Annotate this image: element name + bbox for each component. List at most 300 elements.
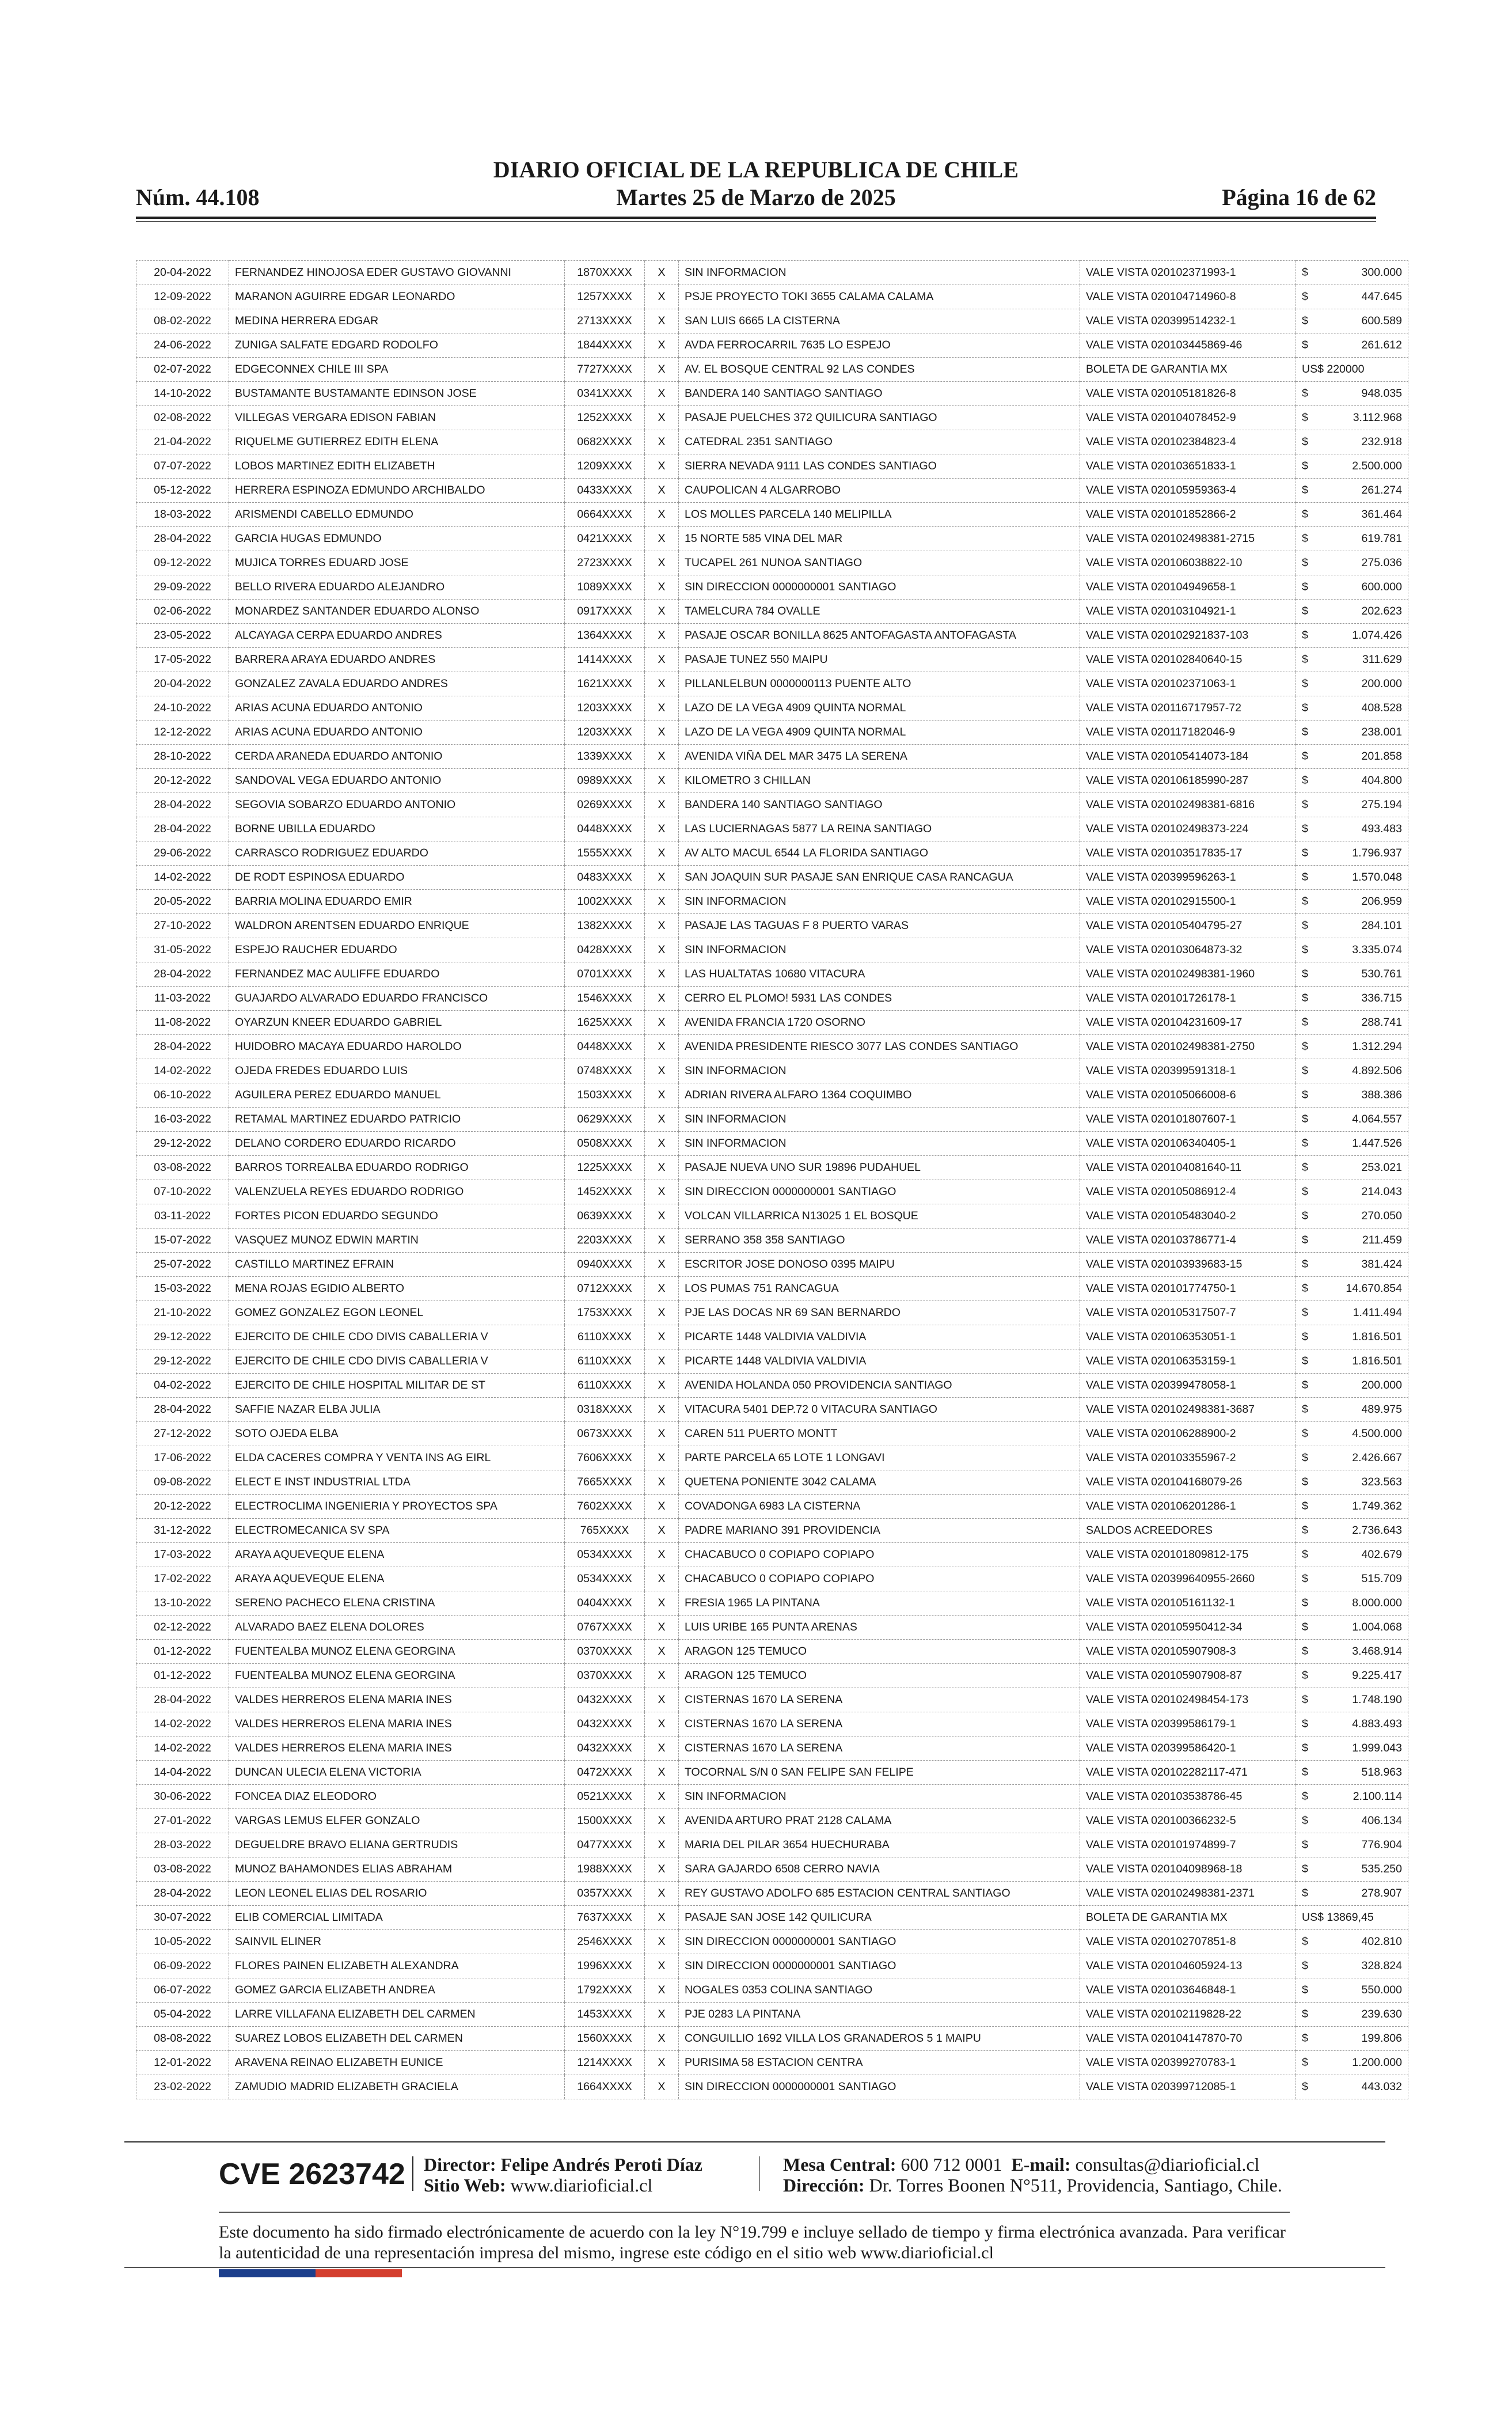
row-rut: 0701XXXX: [565, 962, 645, 987]
row-date: 28-04-2022: [136, 793, 229, 817]
row-instrument: VALE VISTA 020106185990-287: [1080, 769, 1296, 793]
row-name: MUJICA TORRES EDUARD JOSE: [229, 551, 565, 575]
row-instrument: VALE VISTA 020399586179-1: [1080, 1712, 1296, 1736]
row-currency: $: [1302, 2032, 1308, 2045]
row-instrument: VALE VISTA 020104605924-13: [1080, 1954, 1296, 1978]
row-rut: 1364XXXX: [565, 624, 645, 648]
row-value-cell: [1296, 1930, 1408, 1954]
row-instrument: VALE VISTA 020104098968-18: [1080, 1857, 1296, 1882]
row-instrument: VALE VISTA 020399586420-1: [1080, 1736, 1296, 1761]
row-rut: 1625XXXX: [565, 1011, 645, 1035]
row-address: SARA GAJARDO 6508 CERRO NAVIA: [679, 1857, 1080, 1882]
row-mark: X: [645, 1495, 679, 1519]
row-mark: X: [645, 1591, 679, 1616]
row-value-cell: [1296, 1833, 1408, 1857]
row-address: LAZO DE LA VEGA 4909 QUINTA NORMAL: [679, 696, 1080, 721]
row-name: CASTILLO MARTINEZ EFRAIN: [229, 1253, 565, 1277]
row-rut: 0682XXXX: [565, 430, 645, 454]
row-date: 29-12-2022: [136, 1132, 229, 1156]
row-currency: $: [1302, 895, 1308, 908]
table-row: [136, 624, 1408, 648]
table-row: [136, 866, 1408, 890]
table-row: [136, 1495, 1408, 1519]
row-instrument: VALE VISTA 020105161132-1: [1080, 1591, 1296, 1616]
row-mark: X: [645, 1204, 679, 1229]
director-block: [424, 2154, 702, 2196]
cve-code: CVE 2623742: [219, 2158, 405, 2191]
row-address: COVADONGA 6983 LA CISTERNA: [679, 1495, 1080, 1519]
row-amount: 328.824: [1361, 1959, 1402, 1972]
row-name: FERNANDEZ MAC AULIFFE EDUARDO: [229, 962, 565, 987]
row-date: 24-06-2022: [136, 333, 229, 358]
row-amount: 535.250: [1361, 1863, 1402, 1875]
row-address: AV. EL BOSQUE CENTRAL 92 LAS CONDES: [679, 358, 1080, 382]
row-amount: 1.999.043: [1352, 1742, 1402, 1754]
row-instrument: VALE VISTA 020104078452-9: [1080, 406, 1296, 430]
row-address: AVENIDA FRANCIA 1720 OSORNO: [679, 1011, 1080, 1035]
row-rut: 0477XXXX: [565, 1833, 645, 1857]
row-value-cell: [1296, 841, 1408, 866]
row-value-cell: [1296, 1809, 1408, 1833]
table-row: [136, 575, 1408, 600]
row-value-cell: [1296, 1156, 1408, 1180]
row-currency: $: [1302, 1693, 1308, 1706]
row-address: SIN DIRECCION 0000000001 SANTIAGO: [679, 2075, 1080, 2099]
row-address: PADRE MARIANO 391 PROVIDENCIA: [679, 1519, 1080, 1543]
row-address: PASAJE SAN JOSE 142 QUILICURA: [679, 1906, 1080, 1930]
row-name: EDGECONNEX CHILE III SPA: [229, 358, 565, 382]
row-rut: 7727XXXX: [565, 358, 645, 382]
row-mark: X: [645, 938, 679, 962]
row-date: 29-12-2022: [136, 1349, 229, 1374]
row-amount: 1.074.426: [1352, 629, 1402, 642]
row-name: EJERCITO DE CHILE CDO DIVIS CABALLERIA V: [229, 1325, 565, 1349]
row-amount: 3.335.074: [1352, 943, 1402, 956]
page-indicator: Página 16 de 62: [1222, 184, 1376, 210]
row-rut: 1870XXXX: [565, 261, 645, 285]
row-instrument: VALE VISTA 020399514232-1: [1080, 309, 1296, 333]
web-link[interactable]: www.diarioficial.cl: [510, 2175, 653, 2196]
row-value-cell: [1296, 333, 1408, 358]
table-row: [136, 1229, 1408, 1253]
row-name: FUENTEALBA MUNOZ ELENA GEORGINA: [229, 1664, 565, 1688]
row-name: SAINVIL ELINER: [229, 1930, 565, 1954]
row-name: VILLEGAS VERGARA EDISON FABIAN: [229, 406, 565, 430]
row-value-cell: [1296, 890, 1408, 914]
row-rut: 765XXXX: [565, 1519, 645, 1543]
row-address: SIN INFORMACION: [679, 1059, 1080, 1083]
row-address: PJE 0283 LA PINTANA: [679, 2003, 1080, 2027]
row-currency: $: [1302, 1089, 1308, 1101]
row-address: VITACURA 5401 DEP.72 0 VITACURA SANTIAGO: [679, 1398, 1080, 1422]
row-currency: $: [1302, 1790, 1308, 1803]
row-rut: 0421XXXX: [565, 527, 645, 551]
row-address: PASAJE PUELCHES 372 QUILICURA SANTIAGO: [679, 406, 1080, 430]
row-rut: 0748XXXX: [565, 1059, 645, 1083]
row-date: 14-02-2022: [136, 866, 229, 890]
row-name: CERDA ARANEDA EDUARDO ANTONIO: [229, 745, 565, 769]
table-row: [136, 1906, 1408, 1930]
row-currency: $: [1302, 1621, 1308, 1633]
row-value-cell: [1296, 672, 1408, 696]
row-name: MUNOZ BAHAMONDES ELIAS ABRAHAM: [229, 1857, 565, 1882]
row-value-cell: [1296, 600, 1408, 624]
row-rut: 0448XXXX: [565, 817, 645, 841]
table-row: [136, 1011, 1408, 1035]
row-address: PILLANLELBUN 0000000113 PUENTE ALTO: [679, 672, 1080, 696]
row-address: AV ALTO MACUL 6544 LA FLORIDA SANTIAGO: [679, 841, 1080, 866]
row-instrument: VALE VISTA 020399596263-1: [1080, 866, 1296, 890]
row-value-cell: [1296, 1567, 1408, 1591]
footer-rule-2: [219, 2212, 1290, 2213]
row-instrument: VALE VISTA 020102498381-2371: [1080, 1882, 1296, 1906]
row-value-cell: [1296, 1906, 1408, 1930]
row-instrument: VALE VISTA 020117182046-9: [1080, 721, 1296, 745]
row-date: 17-03-2022: [136, 1543, 229, 1567]
row-instrument: VALE VISTA 020103939683-15: [1080, 1253, 1296, 1277]
row-currency: $: [1302, 2080, 1308, 2093]
row-rut: 0917XXXX: [565, 600, 645, 624]
legal-notice: Este documento ha sido firmado electrónicamente de acuerdo con la ley N°19.799 e incluye sellado de tiempo y firma electrónica avanzada. Para verificar la autenticidad de una representación impresa del mismo, ingrese este código en el sitio web www.diarioficial.cl: [219, 2223, 1286, 2262]
row-name: LEON LEONEL ELIAS DEL ROSARIO: [229, 1882, 565, 1906]
row-name: SERENO PACHECO ELENA CRISTINA: [229, 1591, 565, 1616]
row-mark: X: [645, 1930, 679, 1954]
row-mark: X: [645, 1229, 679, 1253]
row-instrument: VALE VISTA 020106038822-10: [1080, 551, 1296, 575]
row-mark: X: [645, 1325, 679, 1349]
row-amount: 493.483: [1361, 822, 1402, 835]
row-mark: X: [645, 1809, 679, 1833]
row-instrument: VALE VISTA 020104714960-8: [1080, 285, 1296, 309]
row-instrument: VALE VISTA 020105907908-87: [1080, 1664, 1296, 1688]
row-name: ARAVENA REINAO ELIZABETH EUNICE: [229, 2051, 565, 2075]
row-address: NOGALES 0353 COLINA SANTIAGO: [679, 1978, 1080, 2003]
row-instrument: SALDOS ACREEDORES: [1080, 1519, 1296, 1543]
row-address: FRESIA 1965 LA PINTANA: [679, 1591, 1080, 1616]
table-row: [136, 1761, 1408, 1785]
row-instrument: VALE VISTA 020105181826-8: [1080, 382, 1296, 406]
row-address: SIN INFORMACION: [679, 890, 1080, 914]
row-address: AVDA FERROCARRIL 7635 LO ESPEJO: [679, 333, 1080, 358]
row-mark: X: [645, 479, 679, 503]
row-mark: X: [645, 721, 679, 745]
row-address: CERRO EL PLOMO! 5931 LAS CONDES: [679, 987, 1080, 1011]
row-amount: 288.741: [1361, 1016, 1402, 1029]
row-amount: 530.761: [1361, 968, 1402, 980]
row-currency: $: [1302, 1161, 1308, 1174]
row-value-cell: [1296, 503, 1408, 527]
row-currency: $: [1302, 871, 1308, 884]
table-row: [136, 1833, 1408, 1857]
row-currency: $: [1302, 1863, 1308, 1875]
table-row: [136, 1954, 1408, 1978]
contact-block: [783, 2154, 1282, 2196]
row-rut: 1203XXXX: [565, 721, 645, 745]
row-mark: X: [645, 333, 679, 358]
table-row: [136, 1301, 1408, 1325]
row-date: 28-04-2022: [136, 962, 229, 987]
row-mark: X: [645, 866, 679, 890]
row-mark: X: [645, 1083, 679, 1108]
mesa-phone: 600 712 0001: [901, 2154, 1002, 2175]
row-value-cell: [1296, 2051, 1408, 2075]
row-mark: X: [645, 551, 679, 575]
table-row: [136, 1809, 1408, 1833]
row-amount: 8.000.000: [1352, 1597, 1402, 1609]
row-name: GONZALEZ ZAVALA EDUARDO ANDRES: [229, 672, 565, 696]
row-currency: $: [1302, 919, 1308, 932]
table-row: [136, 1640, 1408, 1664]
row-mark: X: [645, 1664, 679, 1688]
row-address: TAMELCURA 784 OVALLE: [679, 600, 1080, 624]
row-value-cell: [1296, 1857, 1408, 1882]
row-name: MEDINA HERRERA EDGAR: [229, 309, 565, 333]
row-amount: 2.426.667: [1352, 1451, 1402, 1464]
row-date: 21-10-2022: [136, 1301, 229, 1325]
row-name: BORNE UBILLA EDUARDO: [229, 817, 565, 841]
row-date: 09-08-2022: [136, 1470, 229, 1495]
row-instrument: BOLETA DE GARANTIA MX: [1080, 1906, 1296, 1930]
row-value-cell: [1296, 430, 1408, 454]
row-name: GARCIA HUGAS EDMUNDO: [229, 527, 565, 551]
row-rut: 1453XXXX: [565, 2003, 645, 2027]
row-rut: 0448XXXX: [565, 1035, 645, 1059]
row-value-cell: [1296, 1374, 1408, 1398]
row-value-cell: [1296, 1229, 1408, 1253]
row-name: ARAYA AQUEVEQUE ELENA: [229, 1543, 565, 1567]
row-address: CAREN 511 PUERTO MONTT: [679, 1422, 1080, 1446]
row-currency: $: [1302, 1645, 1308, 1658]
row-mark: X: [645, 745, 679, 769]
footer-rule-3: [124, 2267, 1385, 2268]
row-address: AVENIDA VIÑA DEL MAR 3475 LA SERENA: [679, 745, 1080, 769]
row-mark: X: [645, 575, 679, 600]
row-currency: $: [1302, 339, 1308, 351]
row-name: EJERCITO DE CHILE HOSPITAL MILITAR DE ST: [229, 1374, 565, 1398]
row-name: CARRASCO RODRIGUEZ EDUARDO: [229, 841, 565, 866]
row-mark: X: [645, 2003, 679, 2027]
row-mark: X: [645, 769, 679, 793]
row-mark: X: [645, 1688, 679, 1712]
table-row: [136, 1978, 1408, 2003]
row-address: 15 NORTE 585 VINA DEL MAR: [679, 527, 1080, 551]
row-rut: 1002XXXX: [565, 890, 645, 914]
table-row: [136, 1374, 1408, 1398]
row-instrument: VALE VISTA 020101807607-1: [1080, 1108, 1296, 1132]
row-currency: $: [1302, 750, 1308, 763]
table-row: [136, 1325, 1408, 1349]
row-instrument: VALE VISTA 020102371993-1: [1080, 261, 1296, 285]
row-value-cell: [1296, 1470, 1408, 1495]
row-date: 20-04-2022: [136, 261, 229, 285]
row-mark: X: [645, 430, 679, 454]
table-row: [136, 2051, 1408, 2075]
row-mark: X: [645, 648, 679, 672]
row-date: 12-12-2022: [136, 721, 229, 745]
row-rut: 0433XXXX: [565, 479, 645, 503]
row-currency: $: [1302, 1040, 1308, 1053]
row-mark: X: [645, 672, 679, 696]
table-row: [136, 721, 1408, 745]
row-instrument: VALE VISTA 020102119828-22: [1080, 2003, 1296, 2027]
row-date: 14-02-2022: [136, 1736, 229, 1761]
row-rut: 0357XXXX: [565, 1882, 645, 1906]
row-value-cell: [1296, 1325, 1408, 1349]
row-value-cell: [1296, 454, 1408, 479]
row-currency: $: [1302, 1234, 1308, 1246]
table-row: [136, 551, 1408, 575]
row-currency: $: [1302, 1427, 1308, 1440]
row-date: 28-04-2022: [136, 1398, 229, 1422]
row-currency: $: [1302, 484, 1308, 496]
row-rut: 1500XXXX: [565, 1809, 645, 1833]
row-currency: US$: [1302, 1911, 1324, 1924]
header-title: DIARIO OFICIAL DE LA REPUBLICA DE CHILE: [493, 157, 1019, 183]
row-currency: $: [1302, 1500, 1308, 1512]
row-date: 31-12-2022: [136, 1519, 229, 1543]
row-date: 18-03-2022: [136, 503, 229, 527]
row-name: OJEDA FREDES EDUARDO LUIS: [229, 1059, 565, 1083]
row-amount: 270.050: [1361, 1210, 1402, 1222]
row-instrument: VALE VISTA 020102921837-103: [1080, 624, 1296, 648]
row-mark: X: [645, 1301, 679, 1325]
row-currency: $: [1302, 798, 1308, 811]
row-rut: 0664XXXX: [565, 503, 645, 527]
row-currency: $: [1302, 1355, 1308, 1367]
row-name: FORTES PICON EDUARDO SEGUNDO: [229, 1204, 565, 1229]
row-instrument: VALE VISTA 020100366232-5: [1080, 1809, 1296, 1833]
row-value-cell: [1296, 1011, 1408, 1035]
row-value-cell: [1296, 1108, 1408, 1132]
row-instrument: VALE VISTA 020101774750-1: [1080, 1277, 1296, 1301]
row-date: 28-03-2022: [136, 1833, 229, 1857]
row-instrument: VALE VISTA 020101809812-175: [1080, 1543, 1296, 1567]
row-value-cell: [1296, 1035, 1408, 1059]
row-value-cell: [1296, 1736, 1408, 1761]
row-date: 08-08-2022: [136, 2027, 229, 2051]
row-address: CONGUILLIO 1692 VILLA LOS GRANADEROS 5 1 MAIPU: [679, 2027, 1080, 2051]
row-value-cell: [1296, 817, 1408, 841]
director-name: Felipe Andrés Peroti Díaz: [500, 2154, 702, 2175]
row-date: 28-04-2022: [136, 1688, 229, 1712]
row-mark: X: [645, 793, 679, 817]
row-currency: $: [1302, 314, 1308, 327]
row-address: SAN LUIS 6665 LA CISTERNA: [679, 309, 1080, 333]
row-mark: X: [645, 841, 679, 866]
row-value-cell: [1296, 1495, 1408, 1519]
row-amount: 275.194: [1361, 798, 1402, 811]
row-value-cell: [1296, 1132, 1408, 1156]
row-rut: 2203XXXX: [565, 1229, 645, 1253]
row-name: DUNCAN ULECIA ELENA VICTORIA: [229, 1761, 565, 1785]
row-name: VASQUEZ MUNOZ EDWIN MARTIN: [229, 1229, 565, 1253]
table-row: [136, 1930, 1408, 1954]
row-amount: 284.101: [1361, 919, 1402, 932]
row-date: 23-05-2022: [136, 624, 229, 648]
row-name: GOMEZ GARCIA ELIZABETH ANDREA: [229, 1978, 565, 2003]
row-amount: 600.000: [1361, 581, 1402, 593]
row-address: SIN INFORMACION: [679, 1108, 1080, 1132]
row-mark: X: [645, 1640, 679, 1664]
row-currency: $: [1302, 1210, 1308, 1222]
row-name: ARIAS ACUNA EDUARDO ANTONIO: [229, 696, 565, 721]
row-rut: 1452XXXX: [565, 1180, 645, 1204]
footer-separator-2: [759, 2156, 760, 2191]
row-address: SIN INFORMACION: [679, 1132, 1080, 1156]
row-currency: $: [1302, 290, 1308, 303]
row-amount: 278.907: [1361, 1887, 1402, 1899]
row-address: CAUPOLICAN 4 ALGARROBO: [679, 479, 1080, 503]
row-name: FONCEA DIAZ ELEODORO: [229, 1785, 565, 1809]
row-value-cell: [1296, 358, 1408, 382]
row-value-cell: [1296, 624, 1408, 648]
row-date: 25-07-2022: [136, 1253, 229, 1277]
table-row: [136, 406, 1408, 430]
row-mark: X: [645, 1882, 679, 1906]
row-instrument: VALE VISTA 020105086912-4: [1080, 1180, 1296, 1204]
row-value-cell: [1296, 1180, 1408, 1204]
row-amount: 600.589: [1361, 314, 1402, 327]
table-row: [136, 1543, 1408, 1567]
row-date: 31-05-2022: [136, 938, 229, 962]
row-mark: X: [645, 503, 679, 527]
row-value-cell: [1296, 1301, 1408, 1325]
table-row: [136, 261, 1408, 285]
row-value-cell: [1296, 648, 1408, 672]
row-address: SIN DIRECCION 0000000001 SANTIAGO: [679, 1930, 1080, 1954]
row-currency: $: [1302, 435, 1308, 448]
table-row: [136, 914, 1408, 938]
row-value-cell: [1296, 1978, 1408, 2003]
row-instrument: VALE VISTA 020399640955-2660: [1080, 1567, 1296, 1591]
row-currency: $: [1302, 1258, 1308, 1271]
row-name: ARIAS ACUNA EDUARDO ANTONIO: [229, 721, 565, 745]
row-instrument: VALE VISTA 020103538786-45: [1080, 1785, 1296, 1809]
row-instrument: VALE VISTA 020102498381-2750: [1080, 1035, 1296, 1059]
row-amount: 2.500.000: [1352, 460, 1402, 472]
row-rut: 0534XXXX: [565, 1567, 645, 1591]
row-address: SIN INFORMACION: [679, 1785, 1080, 1809]
row-value-cell: [1296, 1591, 1408, 1616]
header-rule: [136, 217, 1376, 219]
row-rut: 1252XXXX: [565, 406, 645, 430]
row-date: 29-12-2022: [136, 1325, 229, 1349]
row-address: ARAGON 125 TEMUCO: [679, 1664, 1080, 1688]
row-currency: $: [1302, 702, 1308, 714]
row-value-cell: [1296, 1664, 1408, 1688]
table-row: [136, 1591, 1408, 1616]
row-address: REY GUSTAVO ADOLFO 685 ESTACION CENTRAL SANTIAGO: [679, 1882, 1080, 1906]
row-amount: 238.001: [1361, 726, 1402, 738]
row-rut: 1414XXXX: [565, 648, 645, 672]
email-link[interactable]: consultas@diarioficial.cl: [1075, 2154, 1260, 2175]
row-value-cell: [1296, 1349, 1408, 1374]
mesa-label: Mesa Central:: [783, 2154, 896, 2175]
row-address: LUIS URIBE 165 PUNTA ARENAS: [679, 1616, 1080, 1640]
row-currency: $: [1302, 1572, 1308, 1585]
row-mark: X: [645, 527, 679, 551]
row-amount: 201.858: [1361, 750, 1402, 763]
table-row: [136, 1857, 1408, 1882]
row-amount: 408.528: [1361, 702, 1402, 714]
issue-number: Núm. 44.108: [136, 184, 260, 210]
row-value-cell: [1296, 2075, 1408, 2099]
row-instrument: VALE VISTA 020106340405-1: [1080, 1132, 1296, 1156]
row-currency: $: [1302, 1717, 1308, 1730]
registry-table: [136, 260, 1408, 2099]
row-amount: 14.670.854: [1346, 1282, 1402, 1295]
row-address: LOS MOLLES PARCELA 140 MELIPILLA: [679, 503, 1080, 527]
